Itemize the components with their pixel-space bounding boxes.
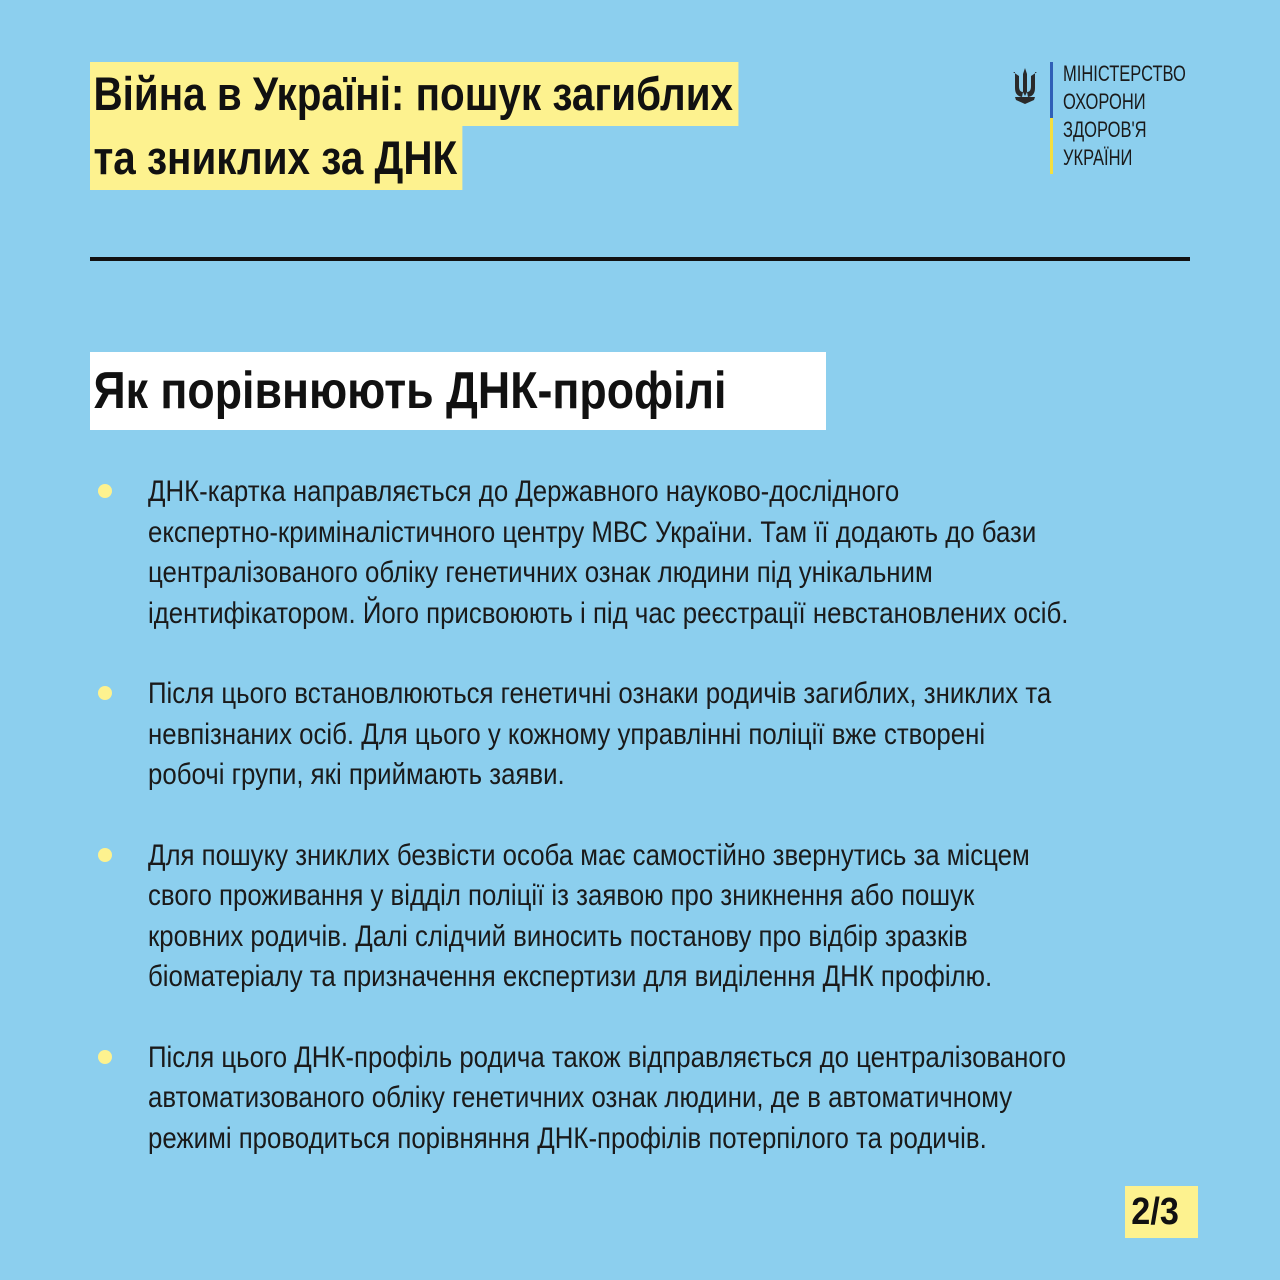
section-title <box>90 352 826 430</box>
logo-divider <box>1050 62 1053 174</box>
section-title-text: Як порівнюють ДНК-профілі <box>93 362 727 420</box>
text-line: ДНК-картка направляється до Державного науково-дослідного <box>148 475 900 508</box>
text-line: невпізнаних осіб. Для цього у кожному управлінні поліції вже створені <box>148 717 986 751</box>
page-title <box>90 62 844 190</box>
trident-icon <box>1010 66 1040 106</box>
text-line: режимі проводиться порівняння ДНК-профілів потерпілого та родичів. <box>148 1121 987 1155</box>
list-item <box>98 674 1218 796</box>
ministry-name-line: ЗДОРОВ'Я <box>1063 117 1147 142</box>
header-divider <box>90 257 1190 261</box>
text-line: експертно-криміналістичного центру МВС України. Там її додають до бази <box>148 515 1037 549</box>
text-line: свого проживання у відділ поліції із заявою про зникнення або пошук <box>148 879 975 912</box>
ministry-name <box>1063 60 1186 172</box>
text-line: Після цього встановлюються генетичні ознаки родичів загиблих, зниклих та <box>148 677 1052 710</box>
text-line: автоматизованого обліку генетичних ознак людини, де в автоматичному <box>148 1081 1013 1114</box>
title-line-2: та зниклих за ДНК <box>90 126 462 190</box>
title-line-1: Війна в Україні: пошук загиблих <box>90 62 738 126</box>
text-line: Для пошуку зниклих безвісти особа має самостійно звернутись за місцем <box>148 838 1030 872</box>
list-item-text <box>148 1038 1214 1160</box>
ministry-name-line: УКРАЇНИ <box>1063 145 1133 170</box>
ministry-name-line: ОХОРОНИ <box>1063 89 1146 114</box>
bullet-dot-icon <box>98 686 112 700</box>
bullet-list <box>98 472 1218 1199</box>
text-line: Після цього ДНК-профіль родича також відправляється до централізованого <box>148 1040 1066 1074</box>
bullet-dot-icon <box>98 1050 112 1064</box>
list-item-text <box>148 836 1214 998</box>
list-item <box>98 472 1218 634</box>
page-indicator <box>1125 1186 1198 1238</box>
bullet-dot-icon <box>98 848 112 862</box>
text-line: біоматеріалу та призначення експертизи для виділення ДНК профілю. <box>148 960 993 993</box>
ministry-logo <box>1010 60 1210 180</box>
ministry-name-line: МІНІСТЕРСТВО <box>1063 61 1186 86</box>
text-line: робочі групи, які приймають заяви. <box>148 758 565 791</box>
list-item-text <box>148 674 1214 796</box>
list-item-text <box>148 472 1214 634</box>
list-item <box>98 1038 1218 1160</box>
text-line: централізованого обліку генетичних ознак людини під унікальним <box>148 556 933 589</box>
bullet-dot-icon <box>98 484 112 498</box>
page-indicator-text: 2/3 <box>1131 1191 1179 1233</box>
text-line: ідентифікатором. Його присвоюють і під час реєстрації невстановлених осіб. <box>148 596 1069 630</box>
list-item <box>98 836 1218 998</box>
text-line: кровних родичів. Далі слідчий виносить постанову про відбір зразків <box>148 919 968 953</box>
